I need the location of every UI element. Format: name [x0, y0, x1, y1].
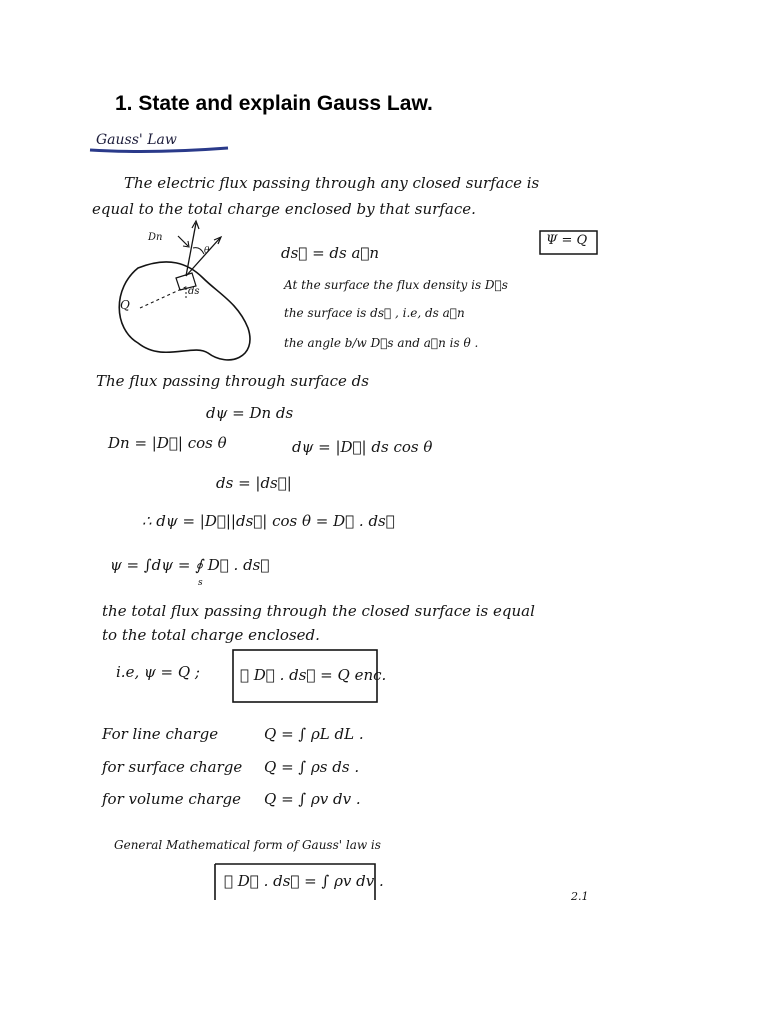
surface-charge-eq: Q = ∫ ρs ds .: [264, 758, 360, 776]
handwritten-notes: [88, 128, 628, 908]
surface-line-3: the angle b/w D⃗s and a⃗n is θ .: [284, 336, 479, 350]
general-form-eq: ∮ D⃗ . ds⃗ = ∫ ρv dv .: [224, 872, 384, 890]
integral-subscript: s: [198, 578, 203, 588]
closed-surface-shape: [119, 262, 250, 360]
vector-ds-eq: ds⃗ = ds a⃗n: [281, 244, 380, 262]
label-dn: Dn: [148, 232, 163, 243]
notes-title: Gauss' Law: [96, 132, 177, 148]
dpsi-eq-2: dψ = |D⃗| ds cos θ: [292, 438, 433, 456]
label-theta: θ: [204, 246, 210, 256]
line-charge-label: For line charge: [102, 725, 219, 743]
d-vector: [186, 238, 220, 276]
volume-charge-label: for volume charge: [102, 790, 242, 808]
general-form-line: General Mathematical form of Gauss' law is: [114, 838, 381, 852]
title-underline: [90, 148, 228, 151]
psi-integral-eq: ψ = ∫dψ = ∮ D⃗ . ds⃗: [110, 556, 270, 574]
label-ds: ds: [188, 286, 200, 297]
label-q: Q: [120, 298, 130, 312]
dn-eq: Dn = |D⃗| cos θ: [108, 434, 227, 452]
page-number: 2.1: [571, 890, 589, 903]
page-heading: 1. State and explain Gauss Law.: [115, 92, 433, 115]
surface-line-2: the surface is ds⃗ , i.e, ds a⃗n: [284, 306, 465, 320]
therefore-eq: ∴ dψ = |D⃗||ds⃗| cos θ = D⃗ . ds⃗: [142, 512, 395, 530]
ie-psi-eq: i.e, ψ = Q ;: [116, 663, 200, 681]
surface-line-1: At the surface the flux density is D⃗s: [284, 278, 508, 292]
total-flux-line-1: the total flux passing through the closed surface is equal: [102, 602, 535, 620]
dpsi-eq: dψ = Dn ds: [206, 404, 294, 422]
definition-box-text: Ψ = Q: [546, 233, 588, 248]
boxed-law: ∮ D⃗ . ds⃗ = Q enc.: [240, 666, 387, 684]
surface-charge-label: for surface charge: [102, 758, 243, 776]
ds-eq: ds = |ds⃗|: [216, 474, 292, 492]
flux-line: The flux passing through surface ds: [96, 372, 369, 390]
line-charge-eq: Q = ∫ ρL dL .: [264, 725, 364, 743]
definition-line-2: equal to the total charge enclosed by that surface.: [92, 200, 476, 218]
definition-line-1: The electric flux passing through any closed surface is: [124, 174, 540, 192]
volume-charge-eq: Q = ∫ ρv dv .: [264, 790, 361, 808]
total-flux-line-2: to the total charge enclosed.: [102, 626, 320, 644]
